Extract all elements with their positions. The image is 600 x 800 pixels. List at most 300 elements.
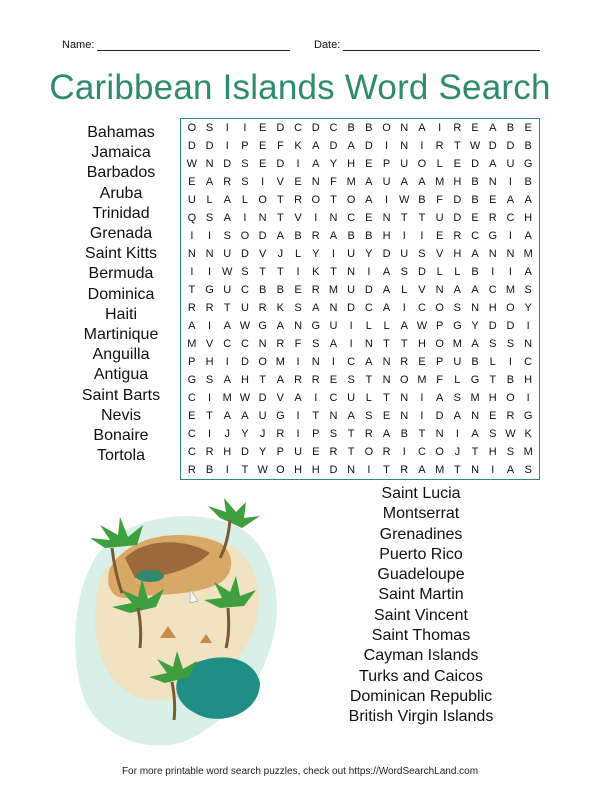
grid-letter[interactable]: A bbox=[382, 284, 391, 296]
grid-letter[interactable]: V bbox=[205, 338, 214, 350]
grid-letter[interactable]: I bbox=[402, 302, 406, 314]
grid-letter[interactable]: O bbox=[187, 122, 197, 134]
grid-letter[interactable]: H bbox=[524, 374, 533, 386]
grid-letter[interactable]: O bbox=[435, 302, 444, 314]
grid-letter[interactable]: C bbox=[329, 122, 338, 134]
grid-letter[interactable]: T bbox=[471, 446, 479, 458]
grid-letter[interactable]: A bbox=[418, 176, 426, 188]
grid-letter[interactable]: R bbox=[205, 446, 214, 458]
grid-letter[interactable]: C bbox=[187, 446, 196, 458]
grid-letter[interactable]: N bbox=[311, 356, 320, 368]
grid-letter[interactable]: H bbox=[488, 302, 497, 314]
grid-letter[interactable]: R bbox=[276, 338, 285, 350]
grid-letter[interactable]: A bbox=[223, 374, 231, 386]
grid-letter[interactable]: I bbox=[402, 230, 406, 242]
date-field[interactable] bbox=[314, 38, 540, 51]
grid-letter[interactable]: A bbox=[471, 284, 479, 296]
grid-letter[interactable]: Y bbox=[524, 302, 532, 314]
grid-letter[interactable]: S bbox=[241, 266, 249, 278]
grid-letter[interactable]: R bbox=[453, 122, 462, 134]
grid-letter[interactable]: D bbox=[347, 302, 356, 314]
grid-letter[interactable]: I bbox=[385, 140, 389, 152]
grid-letter[interactable]: I bbox=[225, 122, 229, 134]
grid-letter[interactable]: M bbox=[523, 248, 533, 260]
grid-letter[interactable]: I bbox=[367, 464, 371, 476]
grid-letter[interactable]: A bbox=[294, 392, 302, 404]
grid-letter[interactable]: E bbox=[258, 140, 267, 152]
grid-letter[interactable]: D bbox=[506, 140, 515, 152]
grid-letter[interactable]: V bbox=[418, 284, 426, 296]
grid-letter[interactable]: A bbox=[506, 194, 515, 206]
grid-letter[interactable]: W bbox=[186, 158, 198, 170]
grid-letter[interactable]: I bbox=[526, 320, 530, 332]
grid-letter[interactable]: U bbox=[400, 158, 409, 170]
grid-letter[interactable]: S bbox=[329, 428, 338, 440]
grid-letter[interactable]: I bbox=[208, 392, 212, 404]
grid-letter[interactable]: C bbox=[364, 302, 373, 314]
grid-letter[interactable]: I bbox=[491, 266, 495, 278]
grid-letter[interactable]: S bbox=[453, 392, 462, 404]
grid-letter[interactable]: B bbox=[471, 194, 479, 206]
grid-letter[interactable]: T bbox=[400, 338, 408, 350]
grid-letter[interactable]: U bbox=[187, 194, 196, 206]
grid-letter[interactable]: H bbox=[240, 374, 249, 386]
grid-letter[interactable]: A bbox=[276, 320, 285, 332]
grid-letter[interactable]: H bbox=[524, 212, 533, 224]
grid-letter[interactable]: A bbox=[312, 158, 320, 170]
grid-letter[interactable]: A bbox=[435, 392, 444, 404]
grid-letter[interactable]: V bbox=[258, 248, 267, 260]
grid-letter[interactable]: I bbox=[296, 410, 300, 422]
grid-letter[interactable]: P bbox=[435, 356, 444, 368]
grid-letter[interactable]: T bbox=[383, 464, 390, 476]
grid-letter[interactable]: U bbox=[347, 284, 356, 296]
grid-letter[interactable]: Y bbox=[241, 428, 249, 440]
grid-letter[interactable]: G bbox=[488, 230, 498, 242]
grid-letter[interactable]: T bbox=[259, 266, 267, 278]
grid-letter[interactable]: D bbox=[311, 122, 320, 134]
grid-letter[interactable]: D bbox=[506, 320, 515, 332]
grid-letter[interactable]: T bbox=[188, 284, 196, 296]
name-line[interactable] bbox=[97, 38, 290, 51]
grid-letter[interactable]: D bbox=[364, 140, 373, 152]
grid-letter[interactable]: I bbox=[314, 392, 318, 404]
grid-letter[interactable]: C bbox=[240, 284, 249, 296]
grid-letter[interactable]: I bbox=[225, 356, 229, 368]
grid-letter[interactable]: C bbox=[471, 230, 480, 242]
grid-letter[interactable]: D bbox=[417, 266, 426, 278]
grid-letter[interactable]: I bbox=[296, 428, 300, 440]
grid-letter[interactable]: N bbox=[400, 410, 409, 422]
grid-letter[interactable]: T bbox=[276, 266, 284, 278]
grid-letter[interactable]: R bbox=[187, 464, 196, 476]
grid-letter[interactable]: W bbox=[505, 428, 516, 440]
grid-letter[interactable]: L bbox=[401, 284, 408, 296]
grid-letter[interactable]: T bbox=[259, 374, 267, 386]
grid-letter[interactable]: B bbox=[276, 284, 285, 296]
grid-letter[interactable]: H bbox=[453, 248, 462, 260]
grid-letter[interactable]: W bbox=[399, 194, 410, 206]
grid-letter[interactable]: I bbox=[420, 392, 424, 404]
grid-letter[interactable]: R bbox=[400, 356, 409, 368]
grid-letter[interactable]: A bbox=[382, 428, 391, 440]
grid-letter[interactable]: I bbox=[402, 446, 406, 458]
grid-letter[interactable]: S bbox=[365, 410, 373, 422]
grid-letter[interactable]: A bbox=[276, 374, 285, 386]
grid-letter[interactable]: S bbox=[205, 122, 214, 134]
grid-letter[interactable]: C bbox=[187, 392, 196, 404]
grid-letter[interactable]: I bbox=[208, 320, 212, 332]
grid-letter[interactable]: A bbox=[223, 410, 231, 422]
grid-letter[interactable]: E bbox=[365, 212, 373, 224]
grid-letter[interactable]: T bbox=[453, 140, 461, 152]
grid-letter[interactable]: D bbox=[488, 320, 497, 332]
name-field[interactable] bbox=[62, 38, 290, 51]
grid-letter[interactable]: L bbox=[436, 266, 443, 278]
grid-letter[interactable]: O bbox=[346, 194, 356, 206]
grid-letter[interactable]: S bbox=[400, 266, 408, 278]
grid-letter[interactable]: I bbox=[208, 428, 212, 440]
grid-letter[interactable]: S bbox=[205, 374, 214, 386]
grid-letter[interactable]: K bbox=[276, 302, 285, 314]
grid-letter[interactable]: M bbox=[328, 284, 339, 296]
grid-letter[interactable]: I bbox=[331, 356, 335, 368]
grid-letter[interactable]: U bbox=[347, 248, 356, 260]
grid-letter[interactable]: C bbox=[294, 122, 303, 134]
grid-letter[interactable]: R bbox=[258, 302, 267, 314]
grid-letter[interactable]: D bbox=[240, 356, 249, 368]
grid-letter[interactable]: D bbox=[223, 158, 232, 170]
grid-letter[interactable]: O bbox=[258, 356, 267, 368]
grid-letter[interactable]: I bbox=[296, 266, 300, 278]
grid-letter[interactable]: A bbox=[347, 410, 355, 422]
grid-letter[interactable]: B bbox=[365, 122, 373, 134]
grid-letter[interactable]: B bbox=[400, 428, 408, 440]
grid-letter[interactable]: P bbox=[312, 428, 320, 440]
grid-letter[interactable]: I bbox=[314, 212, 318, 224]
grid-letter[interactable]: M bbox=[435, 176, 445, 188]
grid-letter[interactable]: C bbox=[417, 302, 426, 314]
grid-letter[interactable]: B bbox=[258, 284, 267, 296]
grid-letter[interactable]: M bbox=[452, 338, 462, 350]
grid-letter[interactable]: A bbox=[347, 140, 355, 152]
grid-letter[interactable]: D bbox=[240, 446, 249, 458]
grid-letter[interactable]: B bbox=[294, 230, 302, 242]
grid-letter[interactable]: A bbox=[329, 230, 338, 242]
grid-letter[interactable]: V bbox=[435, 248, 444, 260]
grid-letter[interactable]: F bbox=[436, 194, 444, 206]
grid-letter[interactable]: A bbox=[205, 176, 214, 188]
grid-letter[interactable]: N bbox=[435, 428, 444, 440]
grid-letter[interactable]: L bbox=[241, 194, 248, 206]
grid-letter[interactable]: B bbox=[418, 194, 426, 206]
grid-letter[interactable]: C bbox=[187, 428, 196, 440]
grid-letter[interactable]: E bbox=[329, 374, 338, 386]
grid-letter[interactable]: U bbox=[258, 410, 267, 422]
grid-letter[interactable]: T bbox=[365, 374, 373, 386]
grid-letter[interactable]: N bbox=[364, 338, 373, 350]
grid-letter[interactable]: I bbox=[420, 230, 424, 242]
grid-letter[interactable]: B bbox=[347, 122, 355, 134]
grid-letter[interactable]: U bbox=[294, 446, 303, 458]
grid-letter[interactable]: O bbox=[364, 446, 374, 458]
grid-letter[interactable]: I bbox=[208, 266, 212, 278]
grid-letter[interactable]: S bbox=[524, 284, 532, 296]
grid-letter[interactable]: O bbox=[506, 302, 515, 314]
grid-letter[interactable]: C bbox=[223, 338, 232, 350]
grid-letter[interactable]: M bbox=[417, 374, 427, 386]
grid-letter[interactable]: T bbox=[347, 428, 355, 440]
grid-letter[interactable]: E bbox=[382, 410, 391, 422]
grid-letter[interactable]: U bbox=[223, 284, 232, 296]
grid-letter[interactable]: R bbox=[294, 194, 303, 206]
grid-letter[interactable]: N bbox=[329, 302, 338, 314]
grid-letter[interactable]: G bbox=[258, 320, 267, 332]
grid-letter[interactable]: U bbox=[382, 176, 391, 188]
grid-letter[interactable]: N bbox=[471, 464, 480, 476]
grid-letter[interactable]: S bbox=[347, 374, 355, 386]
grid-letter[interactable]: B bbox=[524, 176, 532, 188]
grid-letter[interactable]: B bbox=[471, 266, 479, 278]
grid-letter[interactable]: N bbox=[347, 266, 356, 278]
grid-letter[interactable]: T bbox=[383, 392, 390, 404]
grid-letter[interactable]: G bbox=[470, 374, 480, 386]
grid-letter[interactable]: A bbox=[453, 284, 462, 296]
grid-letter[interactable]: C bbox=[506, 212, 515, 224]
grid-letter[interactable]: D bbox=[435, 410, 444, 422]
grid-letter[interactable]: I bbox=[420, 410, 424, 422]
grid-letter[interactable]: N bbox=[382, 374, 391, 386]
grid-letter[interactable]: N bbox=[329, 410, 338, 422]
grid-letter[interactable]: T bbox=[347, 446, 355, 458]
grid-letter[interactable]: W bbox=[469, 140, 481, 152]
grid-letter[interactable]: A bbox=[312, 302, 320, 314]
grid-letter[interactable]: E bbox=[453, 158, 462, 170]
grid-letter[interactable]: J bbox=[259, 428, 266, 440]
grid-letter[interactable]: T bbox=[418, 428, 426, 440]
grid-letter[interactable]: G bbox=[523, 410, 533, 422]
grid-letter[interactable]: T bbox=[383, 338, 390, 350]
grid-letter[interactable]: T bbox=[330, 266, 337, 278]
grid-letter[interactable]: T bbox=[223, 302, 231, 314]
grid-letter[interactable]: E bbox=[435, 230, 444, 242]
grid-letter[interactable]: N bbox=[205, 248, 214, 260]
grid-letter[interactable]: B bbox=[471, 356, 479, 368]
grid-letter[interactable]: O bbox=[382, 122, 391, 134]
grid-letter[interactable]: B bbox=[524, 140, 532, 152]
grid-letter[interactable]: I bbox=[190, 266, 194, 278]
grid-letter[interactable]: N bbox=[294, 320, 303, 332]
grid-letter[interactable]: B bbox=[506, 122, 515, 134]
grid-letter[interactable]: G bbox=[311, 320, 321, 332]
grid-letter[interactable]: B bbox=[347, 230, 355, 242]
grid-letter[interactable]: P bbox=[435, 320, 444, 332]
grid-letter[interactable]: Q bbox=[187, 212, 197, 224]
grid-letter[interactable]: G bbox=[453, 320, 462, 332]
grid-letter[interactable]: A bbox=[418, 464, 426, 476]
grid-letter[interactable]: U bbox=[435, 212, 444, 224]
grid-letter[interactable]: R bbox=[382, 446, 391, 458]
grid-letter[interactable]: M bbox=[435, 464, 445, 476]
grid-letter[interactable]: V bbox=[294, 212, 302, 224]
grid-letter[interactable]: E bbox=[365, 158, 373, 170]
grid-letter[interactable]: H bbox=[223, 446, 232, 458]
grid-letter[interactable]: D bbox=[258, 230, 267, 242]
grid-letter[interactable]: L bbox=[294, 248, 302, 260]
grid-letter[interactable]: A bbox=[365, 194, 373, 206]
grid-letter[interactable]: A bbox=[524, 194, 532, 206]
grid-letter[interactable]: E bbox=[294, 284, 302, 296]
grid-letter[interactable]: R bbox=[187, 302, 196, 314]
grid-letter[interactable]: V bbox=[276, 392, 285, 404]
grid-letter[interactable]: R bbox=[223, 176, 232, 188]
grid-letter[interactable]: D bbox=[240, 248, 249, 260]
grid-letter[interactable]: U bbox=[506, 158, 515, 170]
grid-letter[interactable]: I bbox=[243, 212, 247, 224]
grid-letter[interactable]: D bbox=[453, 194, 462, 206]
grid-letter[interactable]: A bbox=[418, 122, 426, 134]
grid-letter[interactable]: A bbox=[223, 212, 231, 224]
grid-letter[interactable]: I bbox=[331, 248, 335, 260]
grid-letter[interactable]: I bbox=[385, 194, 389, 206]
grid-letter[interactable]: N bbox=[524, 338, 533, 350]
grid-letter[interactable]: B bbox=[471, 176, 479, 188]
grid-letter[interactable]: R bbox=[311, 284, 320, 296]
grid-letter[interactable]: U bbox=[453, 356, 462, 368]
grid-letter[interactable]: N bbox=[400, 122, 409, 134]
grid-letter[interactable]: N bbox=[506, 248, 515, 260]
grid-letter[interactable]: A bbox=[276, 230, 285, 242]
grid-letter[interactable]: N bbox=[329, 212, 338, 224]
grid-letter[interactable]: N bbox=[382, 212, 391, 224]
grid-letter[interactable]: N bbox=[311, 176, 320, 188]
letter-grid[interactable] bbox=[180, 118, 540, 480]
grid-letter[interactable]: K bbox=[294, 140, 302, 152]
grid-letter[interactable]: G bbox=[276, 410, 285, 422]
grid-letter[interactable]: L bbox=[454, 266, 461, 278]
grid-letter[interactable]: J bbox=[224, 428, 230, 440]
grid-letter[interactable]: D bbox=[187, 140, 196, 152]
grid-letter[interactable]: V bbox=[276, 176, 285, 188]
grid-letter[interactable]: G bbox=[523, 158, 533, 170]
grid-letter[interactable]: E bbox=[258, 122, 267, 134]
grid-letter[interactable]: I bbox=[225, 464, 229, 476]
grid-letter[interactable]: E bbox=[188, 176, 196, 188]
grid-letter[interactable]: B bbox=[365, 230, 373, 242]
grid-letter[interactable]: S bbox=[524, 464, 532, 476]
grid-letter[interactable]: E bbox=[418, 356, 426, 368]
grid-letter[interactable]: N bbox=[187, 248, 196, 260]
grid-letter[interactable]: G bbox=[187, 374, 197, 386]
grid-letter[interactable]: O bbox=[258, 194, 267, 206]
grid-letter[interactable]: A bbox=[365, 356, 373, 368]
grid-letter[interactable]: I bbox=[190, 230, 194, 242]
grid-letter[interactable]: I bbox=[508, 266, 512, 278]
grid-letter[interactable]: T bbox=[400, 212, 408, 224]
grid-letter[interactable]: Y bbox=[329, 158, 338, 170]
grid-letter[interactable]: M bbox=[523, 446, 533, 458]
grid-letter[interactable]: D bbox=[276, 122, 285, 134]
grid-letter[interactable]: D bbox=[205, 140, 214, 152]
grid-letter[interactable]: T bbox=[312, 410, 320, 422]
grid-letter[interactable]: A bbox=[241, 410, 249, 422]
grid-letter[interactable]: I bbox=[420, 140, 424, 152]
grid-letter[interactable]: L bbox=[206, 194, 213, 206]
grid-letter[interactable]: E bbox=[312, 446, 320, 458]
grid-letter[interactable]: O bbox=[506, 392, 515, 404]
grid-letter[interactable]: S bbox=[223, 230, 231, 242]
grid-letter[interactable]: R bbox=[311, 374, 320, 386]
grid-letter[interactable]: O bbox=[276, 464, 285, 476]
grid-letter[interactable]: A bbox=[524, 266, 532, 278]
grid-letter[interactable]: P bbox=[382, 158, 391, 170]
grid-letter[interactable]: I bbox=[491, 464, 495, 476]
grid-letter[interactable]: N bbox=[258, 338, 267, 350]
grid-letter[interactable]: H bbox=[417, 338, 426, 350]
grid-letter[interactable]: E bbox=[258, 158, 267, 170]
grid-letter[interactable]: I bbox=[225, 140, 229, 152]
grid-letter[interactable]: R bbox=[435, 140, 444, 152]
grid-letter[interactable]: S bbox=[241, 176, 249, 188]
grid-letter[interactable]: L bbox=[383, 320, 390, 332]
grid-letter[interactable]: P bbox=[241, 140, 249, 152]
grid-letter[interactable]: R bbox=[329, 446, 338, 458]
grid-letter[interactable]: S bbox=[241, 158, 249, 170]
grid-letter[interactable]: C bbox=[329, 392, 338, 404]
grid-letter[interactable]: N bbox=[471, 410, 480, 422]
grid-letter[interactable]: Y bbox=[258, 446, 267, 458]
grid-letter[interactable]: I bbox=[296, 356, 300, 368]
grid-letter[interactable]: F bbox=[294, 338, 302, 350]
grid-letter[interactable]: T bbox=[418, 212, 426, 224]
grid-letter[interactable]: U bbox=[347, 392, 356, 404]
grid-letter[interactable]: E bbox=[294, 176, 302, 188]
grid-letter[interactable]: A bbox=[382, 302, 391, 314]
grid-letter[interactable]: R bbox=[453, 230, 462, 242]
grid-letter[interactable]: D bbox=[276, 158, 285, 170]
grid-letter[interactable]: C bbox=[417, 446, 426, 458]
grid-letter[interactable]: A bbox=[382, 266, 391, 278]
grid-letter[interactable]: N bbox=[258, 212, 267, 224]
grid-letter[interactable]: N bbox=[400, 140, 409, 152]
grid-letter[interactable]: S bbox=[312, 338, 320, 350]
grid-letter[interactable]: I bbox=[526, 392, 530, 404]
grid-letter[interactable]: N bbox=[471, 302, 480, 314]
grid-letter[interactable]: L bbox=[365, 320, 372, 332]
grid-letter[interactable]: L bbox=[365, 392, 372, 404]
grid-letter[interactable]: A bbox=[453, 410, 462, 422]
grid-letter[interactable]: J bbox=[277, 248, 284, 260]
grid-letter[interactable]: D bbox=[488, 140, 497, 152]
grid-letter[interactable]: I bbox=[349, 338, 353, 350]
grid-letter[interactable]: Y bbox=[471, 320, 479, 332]
grid-letter[interactable]: E bbox=[471, 212, 479, 224]
grid-letter[interactable]: C bbox=[240, 338, 249, 350]
grid-letter[interactable]: I bbox=[261, 176, 265, 188]
grid-letter[interactable]: W bbox=[416, 320, 428, 332]
grid-letter[interactable]: W bbox=[222, 266, 233, 278]
grid-letter[interactable]: C bbox=[347, 356, 356, 368]
grid-letter[interactable]: G bbox=[205, 284, 214, 296]
grid-letter[interactable]: Y bbox=[312, 248, 320, 260]
grid-letter[interactable]: C bbox=[347, 212, 356, 224]
grid-letter[interactable]: U bbox=[223, 248, 232, 260]
grid-letter[interactable]: R bbox=[205, 302, 214, 314]
grid-letter[interactable]: E bbox=[489, 410, 497, 422]
grid-letter[interactable]: A bbox=[524, 230, 532, 242]
grid-letter[interactable]: C bbox=[524, 356, 533, 368]
grid-letter[interactable]: L bbox=[489, 356, 496, 368]
